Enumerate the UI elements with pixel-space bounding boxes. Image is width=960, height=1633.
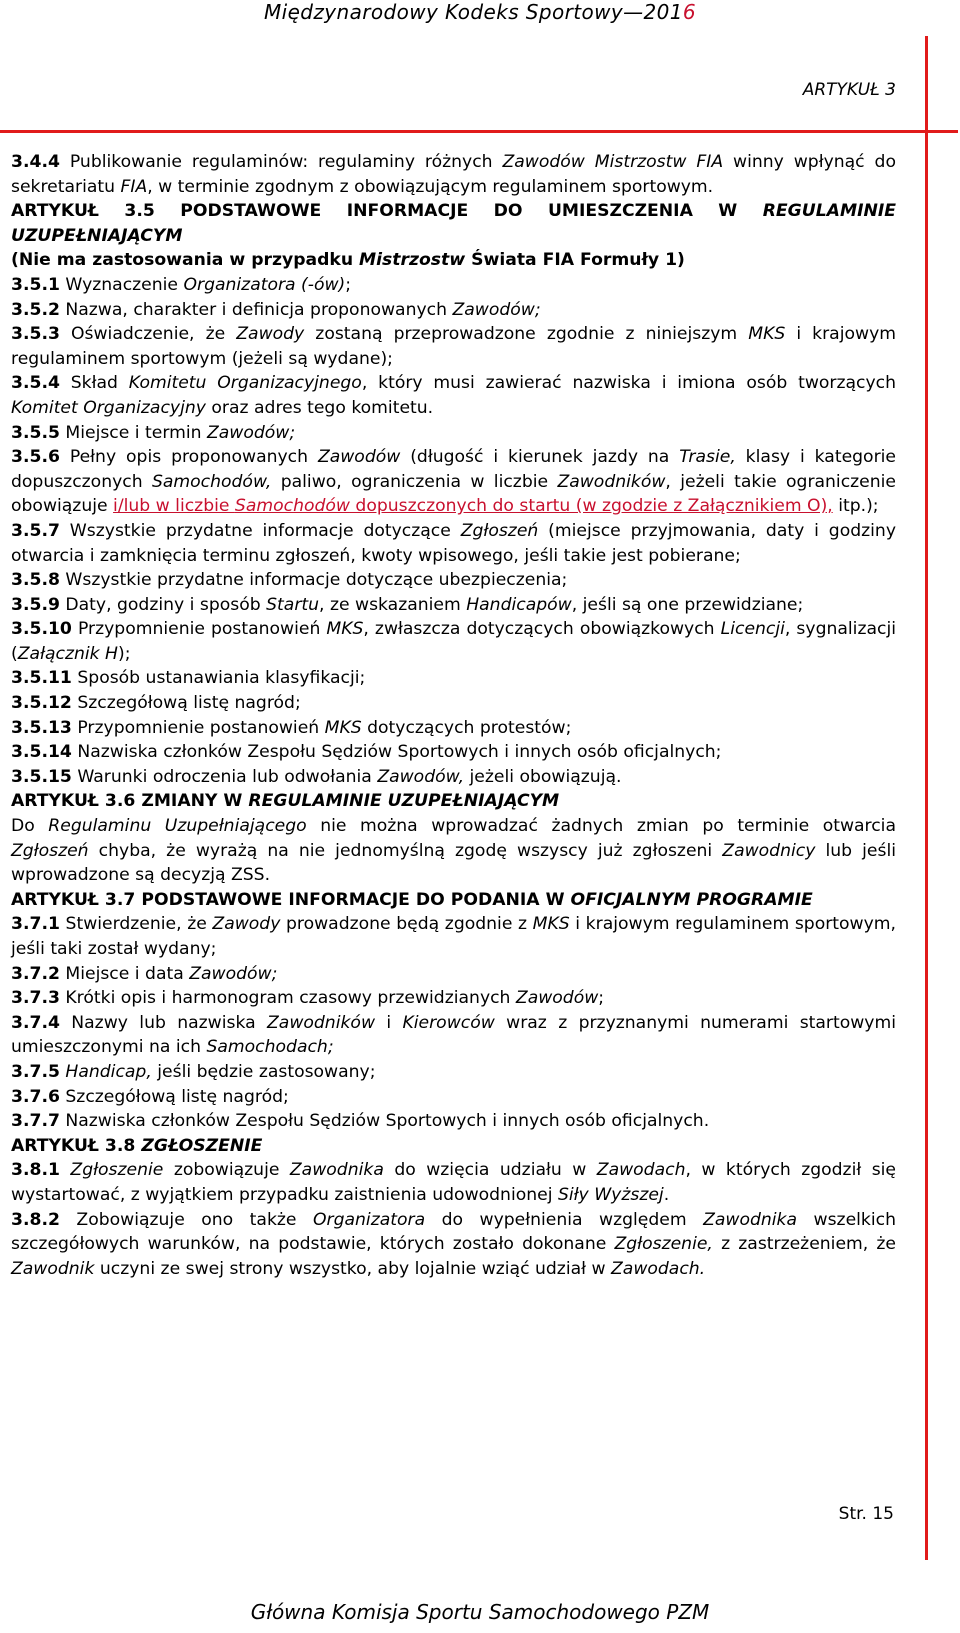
para-3-5-10 <box>11 617 896 666</box>
heading-text: ARTYKUŁ 3.7 PODSTAWOWE INFORMACJE DO PODANIA W <box>11 889 571 910</box>
text: Wszystkie przydatne informacje dotyczące ubezpieczenia; <box>59 570 568 591</box>
para-3-5-6 <box>11 445 896 519</box>
text: do wzięcia udziału w <box>383 1160 597 1181</box>
heading-text: (Nie ma zastosowania w przypadku <box>11 250 360 271</box>
text: ); <box>117 643 131 664</box>
para-number: 3.5.4 <box>11 373 60 394</box>
text: , w terminie zgodnym z obowiązującym regulaminem sportowym. <box>147 176 714 197</box>
text: Zobowiązuje ono także <box>59 1209 313 1230</box>
text-italic: Zawodów; <box>189 963 278 984</box>
text: , który musi zawierać nazwiska i imiona osób tworzących <box>361 373 896 394</box>
para-3-5-2 <box>11 298 896 323</box>
text-italic: Zawody <box>212 914 281 935</box>
text: Warunki odroczenia lub odwołania <box>71 766 378 787</box>
para-number: 3.4.4 <box>11 152 60 172</box>
text: , zwłaszcza dotyczących obowiązkowych <box>363 619 721 640</box>
heading-italic: REGULAMINIE UZUPEŁNIAJĄCYM <box>248 791 560 812</box>
text-italic: Komitet Organizacyjny <box>11 397 206 418</box>
para-3-7-1 <box>11 912 896 961</box>
text: dotyczących protestów; <box>361 717 572 738</box>
text-italic: Zawodów; <box>207 422 296 443</box>
text: , w których zgodził się wystartować, z wyjątkiem przypadku zaistnienia udowodnionej <box>11 1160 897 1205</box>
text-italic: MKS <box>326 619 364 640</box>
text: nie można wprowadzać żadnych zmian po terminie otwarcia <box>306 816 896 837</box>
text-italic: Zawodnika <box>289 1160 384 1181</box>
para-number: 3.5.1 <box>11 274 60 295</box>
para-3-5-5 <box>11 421 896 446</box>
text-italic: Zawodników <box>267 1012 375 1033</box>
para-3-5-3 <box>11 322 896 371</box>
para-3-7-3 <box>11 986 896 1011</box>
text: oraz adres tego komitetu. <box>205 397 434 418</box>
article-label: ARTYKUŁ 3 <box>802 80 896 100</box>
para-3-5-7 <box>11 519 896 568</box>
para-number: 3.7.5 <box>11 1061 60 1082</box>
text: Nazwiska członków Zespołu Sędziów Sportowych i innych osób oficjalnych; <box>71 742 722 763</box>
para-3-6 <box>11 814 896 888</box>
heading-italic: ZGŁOSZENIE <box>141 1135 263 1156</box>
para-3-5-12 <box>11 691 896 716</box>
para-3-5-14 <box>11 740 896 765</box>
text: Miejsce i termin <box>59 422 207 443</box>
red-vertical-rule <box>925 36 928 1560</box>
heading-text: ARTYKUŁ 3.6 ZMIANY W <box>11 791 249 812</box>
para-number: 3.5.9 <box>11 594 60 615</box>
text: jeżeli obowiązują. <box>464 766 622 787</box>
text: Do <box>11 816 49 837</box>
text-italic: Samochodach; <box>206 1037 334 1058</box>
text: , jeśli są one przewidziane; <box>571 594 804 615</box>
text-italic: Załącznik H <box>17 643 118 664</box>
text: Pełny opis proponowanych <box>59 447 318 468</box>
para-3-7-6 <box>11 1085 896 1110</box>
para-3-4-4 <box>11 150 896 199</box>
text-italic: Zgłoszeń <box>460 520 539 541</box>
amended-text: dopuszczonych do startu (w zgodzie z Załącznikiem O), <box>349 496 833 517</box>
text: z zastrzeżeniem, że <box>712 1234 897 1255</box>
text-italic: Zawodnicy <box>722 840 816 861</box>
heading-italic: REGULAMINIE UZUPEŁNIAJĄCYM <box>11 201 896 246</box>
running-footer: Główna Komisja Sportu Samochodowego PZM <box>250 1600 710 1624</box>
text: chyba, że wyrażą na nie jednomyślną zgodę wszyscy już zgłoszeni <box>88 840 723 861</box>
para-number: 3.7.6 <box>11 1086 60 1107</box>
heading-article-3-8 <box>11 1134 896 1159</box>
text-italic: MKS <box>748 324 786 345</box>
para-number: 3.7.4 <box>11 1012 60 1033</box>
para-number: 3.7.2 <box>11 963 60 984</box>
text: i <box>375 1012 403 1033</box>
amended-text-italic: Samochodów <box>234 496 350 517</box>
text: i krajowym regulaminem sportowym, jeśli taki został wydany; <box>11 914 896 959</box>
text: zostaną przeprowadzone zgodnie z niniejszym <box>304 324 749 345</box>
heading-italic: OFICJALNYM PROGRAMIE <box>570 889 813 910</box>
text: (miejsce przyjmowania, daty i godziny otwarcia i zamknięcia terminu zgłoszeń, kwoty wpisowego, jeśli takie jest pobierane; <box>11 520 896 566</box>
text: , jeżeli takie ograniczenie obowiązuje <box>11 471 896 517</box>
header-year-digit: 6 <box>682 0 697 24</box>
para-number: 3.5.7 <box>11 520 60 541</box>
text: wraz z przyznanymi numerami startowymi umieszczonymi na ich <box>11 1012 897 1058</box>
text: Nazwy lub nazwiska <box>59 1012 268 1033</box>
text-italic: MKS <box>532 914 570 935</box>
text-italic: Zawodnik <box>11 1258 95 1279</box>
para-3-5-8 <box>11 568 896 593</box>
heading-article-3-7 <box>11 888 896 913</box>
text: lub jeśli wprowadzone są decyzją ZSS. <box>11 840 896 886</box>
para-number: 3.5.8 <box>11 570 60 591</box>
heading-italic: Mistrzostw <box>359 250 466 271</box>
heading-text: Świata FIA Formuły 1) <box>465 250 685 271</box>
header-title: Międzynarodowy Kodeks Sportowy—201 <box>263 0 683 24</box>
text: Przypomnienie postanowień <box>71 717 325 738</box>
text-italic: Trasie, <box>679 447 736 468</box>
text-italic: Samochodów, <box>151 471 272 492</box>
text: Nazwa, charakter i definicja proponowanych <box>59 299 453 320</box>
text: Wyznaczenie <box>59 274 184 295</box>
text-italic: Licencji <box>720 619 785 640</box>
text-italic: Zgłoszeń <box>11 840 89 861</box>
text-italic: Zawodach <box>596 1160 686 1181</box>
text-italic: Regulaminu Uzupełniającego <box>48 816 307 837</box>
para-number: 3.5.3 <box>11 324 60 345</box>
para-number: 3.5.5 <box>11 422 60 443</box>
document-body <box>11 150 896 1281</box>
text: Szczegółową listę nagród; <box>71 693 301 714</box>
text-italic: Zgłoszenie, <box>614 1234 713 1255</box>
text: Skład <box>59 373 129 394</box>
heading-text: ARTYKUŁ 3.8 <box>11 1135 142 1156</box>
text: paliwo, ograniczenia w liczbie <box>271 471 558 492</box>
text: uczyni ze swej strony wszystko, aby lojalnie wziąć udział w <box>94 1258 612 1279</box>
para-3-7-4 <box>11 1011 896 1060</box>
para-3-5-13 <box>11 716 896 741</box>
text: (długość i kierunek jazdy na <box>400 447 680 468</box>
para-number: 3.7.1 <box>11 914 60 935</box>
text: Miejsce i data <box>59 963 190 984</box>
text: i krajowym regulaminem sportowym (jeżeli są wydane); <box>11 324 896 369</box>
text: . <box>663 1184 670 1205</box>
para-number: 3.8.1 <box>11 1160 60 1181</box>
text-italic: Startu <box>266 594 320 615</box>
text: Stwierdzenie, że <box>59 914 213 935</box>
para-3-7-2 <box>11 962 896 987</box>
text: Krótki opis i harmonogram czasowy przewidzianych <box>59 988 516 1009</box>
text-italic: Zawodach. <box>611 1258 706 1279</box>
para-3-8-1 <box>11 1158 896 1207</box>
para-number: 3.7.3 <box>11 988 60 1009</box>
red-horizontal-rule <box>0 130 958 133</box>
text: ; <box>598 988 605 1009</box>
para-number: 3.5.12 <box>11 693 72 714</box>
para-3-5-1 <box>11 273 896 298</box>
text-italic: Zgłoszenie <box>70 1160 164 1181</box>
text-italic: Handicap, <box>65 1061 152 1082</box>
text: , sygnalizacji ( <box>11 619 897 664</box>
text: jeśli będzie zastosowany; <box>151 1061 376 1082</box>
para-number: 3.5.15 <box>11 766 72 787</box>
text: ; <box>345 274 352 295</box>
para-3-5-4 <box>11 371 896 420</box>
text-italic: Zawodów, <box>377 766 465 787</box>
text: winny wpłynąć do sekretariatu <box>11 152 896 197</box>
text-italic: Komitetu Organizacyjnego <box>128 373 362 394</box>
para-3-8-2 <box>11 1208 896 1282</box>
para-number: 3.7.7 <box>11 1111 60 1132</box>
text-italic: Zawody <box>236 324 305 345</box>
heading-article-3-6 <box>11 789 896 814</box>
text: Sposób ustanawiania klasyfikacji; <box>71 668 366 689</box>
text: wszelkich szczegółowych warunków, na podstawie, których zostało dokonane <box>11 1209 896 1255</box>
para-number: 3.5.6 <box>11 447 60 468</box>
para-3-7-7 <box>11 1109 896 1134</box>
text-italic: Organizatora (-ów) <box>183 274 346 295</box>
text-italic: Zawodów; <box>452 299 541 320</box>
heading-note-3-5 <box>11 248 896 273</box>
text: Wszystkie przydatne informacje dotyczące <box>59 520 461 541</box>
para-3-5-15 <box>11 765 896 790</box>
text: Daty, godziny i sposób <box>59 594 267 615</box>
para-number: 3.5.14 <box>11 742 72 763</box>
text-italic: FIA <box>120 176 148 197</box>
text: do wypełnienia względem <box>425 1209 704 1230</box>
para-number: 3.5.10 <box>11 619 72 640</box>
text: , ze wskazaniem <box>319 594 467 615</box>
text: Nazwiska członków Zespołu Sędziów Sportowych i innych osób oficjalnych. <box>59 1111 710 1132</box>
text-italic: Zawodnika <box>703 1209 798 1230</box>
text-italic: Kierowców <box>402 1012 495 1033</box>
text <box>60 1160 70 1180</box>
para-3-7-5 <box>11 1060 896 1085</box>
text: Oświadczenie, że <box>59 324 237 345</box>
text-italic: Zawodów Mistrzostw FIA <box>502 152 724 172</box>
para-3-5-11 <box>11 666 896 691</box>
text: zobowiązuje <box>163 1160 290 1181</box>
text: Przypomnienie postanowień <box>71 619 327 640</box>
text-italic: Handicapów <box>466 594 572 615</box>
text-italic: Organizatora <box>312 1209 426 1230</box>
para-number: 3.5.11 <box>11 668 72 689</box>
para-number: 3.5.2 <box>11 299 60 320</box>
heading-text: ARTYKUŁ 3.5 PODSTAWOWE INFORMACJE DO UMIESZCZENIA W <box>11 201 763 222</box>
para-number: 3.8.2 <box>11 1209 60 1230</box>
text-italic: Zawodników <box>557 471 666 492</box>
para-3-5-9 <box>11 593 896 618</box>
heading-article-3-5 <box>11 199 896 248</box>
text: klasy i kategorie dopuszczonych <box>11 447 896 492</box>
text-italic: Zawodów <box>515 988 599 1009</box>
page-number: Str. 15 <box>838 1504 894 1524</box>
text: prowadzone będą zgodnie z <box>280 914 533 935</box>
running-header <box>0 0 960 24</box>
text: Publikowanie regulaminów: regulaminy różnych <box>59 152 503 172</box>
amended-text: i/lub w liczbie <box>113 496 235 517</box>
text: Szczegółową listę nagród; <box>59 1086 289 1107</box>
text-italic: Siły Wyższej <box>557 1184 664 1205</box>
text: itp.); <box>832 496 879 517</box>
text-italic: MKS <box>324 717 362 738</box>
para-number: 3.5.13 <box>11 717 72 738</box>
text-italic: Zawodów <box>317 447 401 468</box>
